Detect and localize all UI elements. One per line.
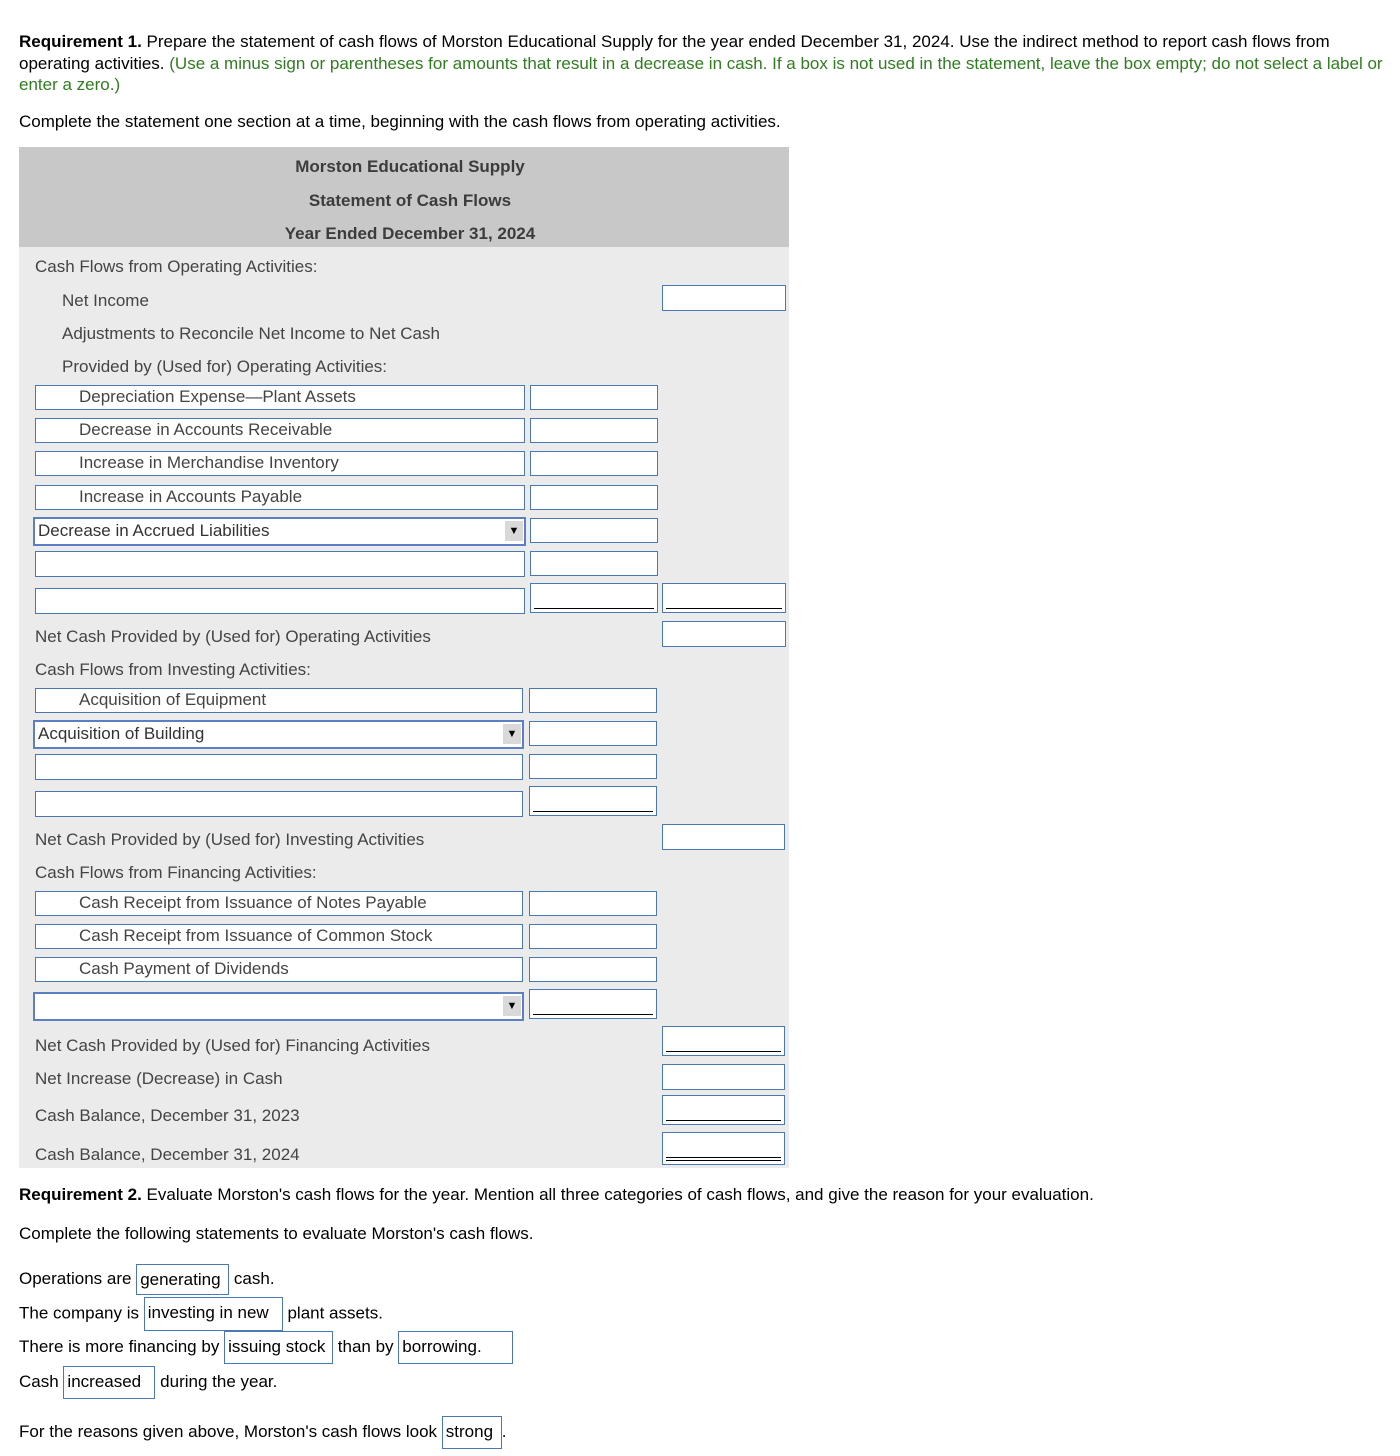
financing-item[interactable]: Cash Receipt from Issuance of Notes Payable bbox=[35, 891, 523, 916]
investing-item[interactable]: Acquisition of Equipment bbox=[35, 688, 523, 713]
financing-answer-2[interactable]: borrowing. bbox=[398, 1331, 513, 1364]
balance-2023-label: Cash Balance, December 31, 2023 bbox=[35, 1106, 300, 1125]
balance-2024-amount[interactable] bbox=[662, 1132, 785, 1165]
investing-header: Cash Flows from Investing Activities: bbox=[35, 660, 311, 679]
sentence-text: There is more financing by bbox=[19, 1337, 220, 1356]
sentence-text: Cash bbox=[19, 1372, 59, 1391]
requirement-1-text: Prepare the statement of cash flows of Morston Educational Supply for the year ended December 31, 2024. Use the indirect method to report cash flows from operating activities. bbox=[19, 32, 1330, 73]
evaluation-sentence-2 bbox=[19, 1297, 383, 1331]
investing-item-label-empty[interactable] bbox=[35, 791, 523, 817]
evaluation-sentence-5 bbox=[19, 1416, 507, 1449]
requirement-2-label: Requirement 2. bbox=[19, 1185, 142, 1204]
company-name: Morston Educational Supply bbox=[295, 157, 525, 176]
operating-adjustments-total[interactable] bbox=[662, 583, 786, 613]
adjustments-label-1: Adjustments to Reconcile Net Income to Net Cash bbox=[62, 324, 440, 343]
financing-item[interactable]: Cash Receipt from Issuance of Common Stock bbox=[35, 924, 523, 949]
requirement-1 bbox=[19, 31, 1391, 96]
net-investing-amount[interactable] bbox=[662, 824, 785, 850]
financing-item-amount[interactable] bbox=[529, 891, 657, 916]
net-operating-amount[interactable] bbox=[662, 621, 786, 647]
operating-item-amount[interactable] bbox=[530, 518, 658, 543]
financing-answer-1[interactable]: issuing stock bbox=[224, 1331, 333, 1364]
financing-dropdown[interactable] bbox=[33, 992, 524, 1021]
investing-item-amount[interactable] bbox=[529, 721, 657, 746]
requirement-2 bbox=[19, 1185, 1094, 1205]
net-investing-label: Net Cash Provided by (Used for) Investing Activities bbox=[35, 830, 425, 849]
investing-item-amount-total[interactable] bbox=[529, 786, 657, 816]
operating-item[interactable]: Depreciation Expense—Plant Assets bbox=[35, 385, 525, 410]
net-financing-amount[interactable] bbox=[662, 1026, 785, 1056]
operating-item-amount-total[interactable] bbox=[530, 583, 658, 613]
operating-item[interactable]: Decrease in Accounts Receivable bbox=[35, 418, 525, 443]
requirement-2-text: Evaluate Morston's cash flows for the year. Mention all three categories of cash flows, and give the reason for your evaluation. bbox=[141, 1185, 1094, 1204]
investing-item-label-empty[interactable] bbox=[35, 754, 523, 780]
sentence-text: . bbox=[501, 1422, 507, 1441]
statement-panel bbox=[19, 147, 789, 1168]
statement-title: Statement of Cash Flows bbox=[308, 191, 512, 210]
caret-down-icon[interactable]: ▼ bbox=[503, 996, 521, 1016]
conclusion-answer[interactable]: strong bbox=[442, 1416, 502, 1449]
sentence-text: than by bbox=[337, 1337, 394, 1356]
operating-item-amount[interactable] bbox=[530, 385, 658, 410]
sentence-text: cash. bbox=[233, 1269, 275, 1288]
operating-item-amount[interactable] bbox=[530, 485, 658, 510]
financing-item[interactable]: Cash Payment of Dividends bbox=[35, 957, 523, 982]
cash-answer[interactable]: increased bbox=[63, 1366, 155, 1399]
adjustments-label-2: Provided by (Used for) Operating Activities: bbox=[62, 357, 388, 376]
financing-item-amount-total[interactable] bbox=[529, 989, 657, 1019]
operating-item-amount[interactable] bbox=[530, 418, 658, 443]
operating-item[interactable]: Increase in Merchandise Inventory bbox=[35, 451, 525, 476]
requirement-2-instruction: Complete the following statements to evaluate Morston's cash flows. bbox=[19, 1224, 534, 1243]
operating-dropdown-value: Decrease in Accrued Liabilities bbox=[38, 521, 270, 540]
sentence-text: For the reasons given above, Morston's cash flows look bbox=[19, 1422, 438, 1441]
net-increase-amount[interactable] bbox=[662, 1064, 785, 1090]
sentence-text: during the year. bbox=[160, 1372, 278, 1391]
caret-down-icon[interactable]: ▼ bbox=[503, 724, 521, 744]
financing-header: Cash Flows from Financing Activities: bbox=[35, 863, 317, 882]
requirement-1-label: Requirement 1. bbox=[19, 32, 142, 51]
operating-item-label-empty[interactable] bbox=[35, 588, 525, 614]
operating-header: Cash Flows from Operating Activities: bbox=[35, 257, 318, 276]
statement-period: Year Ended December 31, 2024 bbox=[284, 224, 536, 243]
sentence-text: Operations are bbox=[19, 1269, 132, 1288]
requirement-1-note: (Use a minus sign or parentheses for amounts that result in a decrease in cash. If a box is not used in the statement, leave the box empty; do not select a label or enter a zero.) bbox=[19, 53, 1383, 94]
instruction: Complete the statement one section at a time, beginning with the cash flows from operating activities. bbox=[19, 112, 781, 131]
financing-item-amount[interactable] bbox=[529, 957, 657, 982]
operating-item-label-empty[interactable] bbox=[35, 551, 525, 577]
balance-2024-label: Cash Balance, December 31, 2024 bbox=[35, 1145, 300, 1164]
investing-answer[interactable]: investing in new bbox=[144, 1297, 283, 1331]
operations-answer[interactable]: generating bbox=[136, 1264, 229, 1295]
operating-item-amount[interactable] bbox=[530, 551, 658, 576]
sentence-text: The company is bbox=[19, 1303, 139, 1323]
net-financing-label: Net Cash Provided by (Used for) Financing Activities bbox=[35, 1036, 430, 1055]
operating-item[interactable]: Increase in Accounts Payable bbox=[35, 485, 525, 510]
evaluation-sentence-4 bbox=[19, 1366, 277, 1399]
operating-item-amount[interactable] bbox=[530, 451, 658, 476]
investing-item-amount[interactable] bbox=[529, 754, 657, 779]
evaluation-sentence-3 bbox=[19, 1331, 513, 1364]
caret-down-icon[interactable]: ▼ bbox=[505, 521, 523, 541]
net-operating-label: Net Cash Provided by (Used for) Operating Activities bbox=[35, 627, 431, 646]
operating-dropdown[interactable] bbox=[33, 517, 526, 546]
financing-item-amount[interactable] bbox=[529, 924, 657, 949]
investing-item-amount[interactable] bbox=[529, 688, 657, 713]
investing-dropdown[interactable] bbox=[33, 720, 524, 749]
net-increase-label: Net Increase (Decrease) in Cash bbox=[35, 1069, 283, 1088]
sentence-text: plant assets. bbox=[287, 1303, 383, 1323]
evaluation-sentence-1 bbox=[19, 1263, 275, 1295]
balance-2023-amount[interactable] bbox=[662, 1095, 785, 1125]
net-income-label: Net Income bbox=[62, 291, 149, 310]
investing-dropdown-value: Acquisition of Building bbox=[38, 724, 205, 743]
net-income-amount[interactable] bbox=[662, 285, 786, 311]
